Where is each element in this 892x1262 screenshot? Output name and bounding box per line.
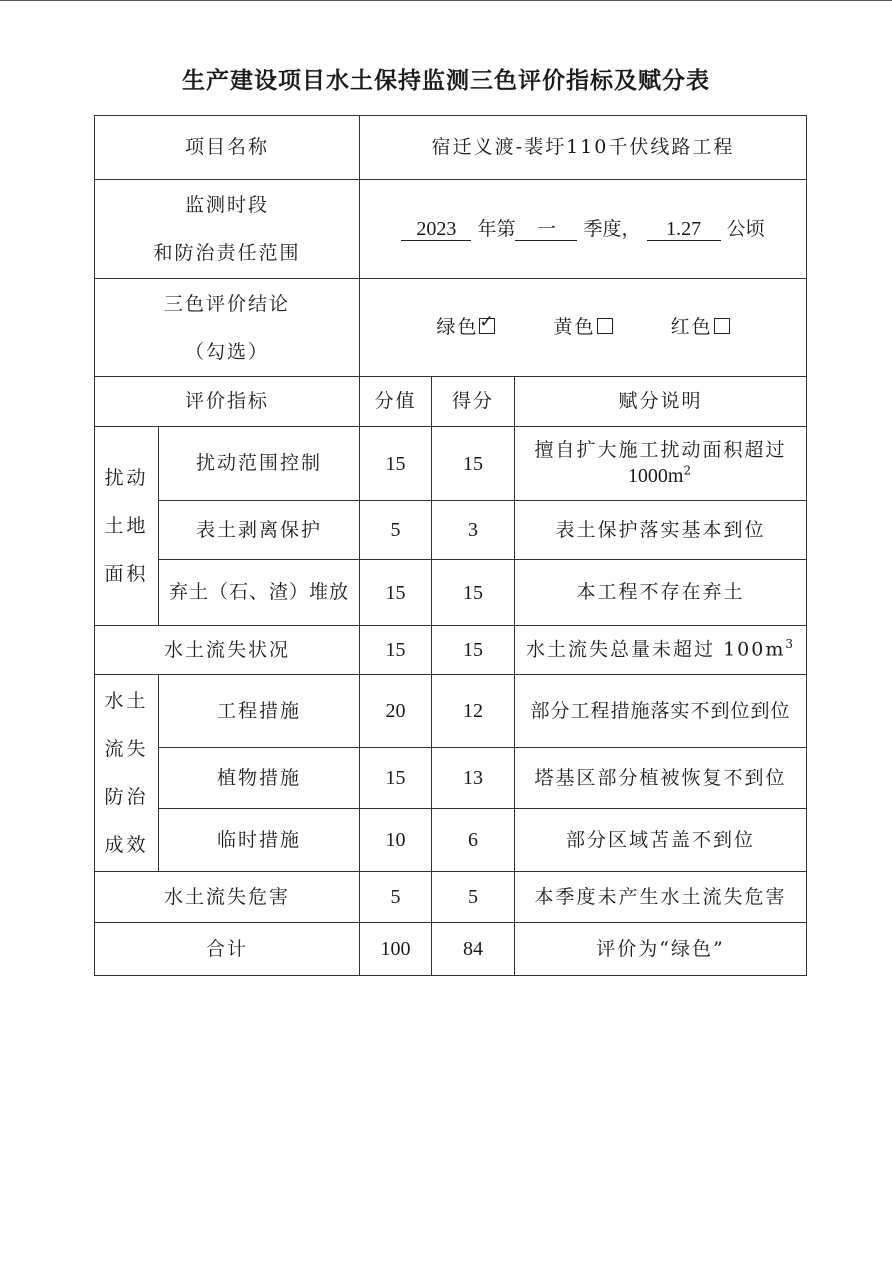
period-label <box>95 180 360 279</box>
description-line1: 擅自扩大施工扰动面积超过 <box>534 439 787 462</box>
col-description: 赋分说明 <box>515 377 807 427</box>
indicator-description: 塔基区部分植被恢复不到位 <box>515 748 807 809</box>
table-row <box>95 748 807 809</box>
indicator-description <box>515 427 807 501</box>
indicator-description: 本工程不存在弃土 <box>515 560 807 626</box>
indicator-value: 10 <box>360 809 432 872</box>
indicator-score: 15 <box>432 560 515 626</box>
project-name-row <box>95 116 807 180</box>
period-year: 2023 <box>401 218 471 241</box>
conclusion-row <box>95 279 807 377</box>
project-label: 项目名称 <box>95 116 360 180</box>
document-title: 生产建设项目水土保持监测三色评价指标及赋分表 <box>182 68 710 94</box>
group-disturbance-line1: 扰动 <box>104 467 149 489</box>
indicator-value: 5 <box>360 872 432 923</box>
option-green <box>436 312 496 340</box>
total-label: 合计 <box>95 923 360 976</box>
table-row <box>95 675 807 748</box>
indicator-description <box>515 626 807 675</box>
period-row <box>95 180 807 279</box>
indicator-description: 部分区域苫盖不到位 <box>515 809 807 872</box>
total-description: 评价为“绿色” <box>515 923 807 976</box>
col-score-got: 得分 <box>432 377 515 427</box>
table-row <box>95 809 807 872</box>
conclusion-label-line2: （勾选） <box>185 340 270 363</box>
conclusion-options <box>360 279 807 377</box>
indicator-score: 5 <box>432 872 515 923</box>
table-row <box>95 501 807 560</box>
group-prevention-line1: 水土 <box>104 690 149 712</box>
indicator-score: 15 <box>432 427 515 501</box>
score-table <box>94 115 807 976</box>
table-row <box>95 626 807 675</box>
option-yellow-label: 黄色 <box>553 316 596 339</box>
description-text: 水土流失总量未超过 100m <box>526 638 786 661</box>
indicator-name: 水土流失状况 <box>95 626 360 675</box>
indicator-description: 表土保护落实基本到位 <box>515 501 807 560</box>
group-prevention-line2: 流失 <box>104 738 149 760</box>
group-prevention-line4: 成效 <box>104 834 149 856</box>
col-score-value: 分值 <box>360 377 432 427</box>
indicator-name: 弃土（石、渣）堆放 <box>159 560 360 626</box>
indicator-name: 工程措施 <box>159 675 360 748</box>
group-disturbance-label <box>95 427 159 626</box>
total-score: 84 <box>432 923 515 976</box>
indicator-score: 3 <box>432 501 515 560</box>
indicator-value: 20 <box>360 675 432 748</box>
checkmark-icon: ✓ <box>479 312 496 333</box>
period-year-suffix: 年第 <box>477 217 516 240</box>
indicator-name: 水土流失危害 <box>95 872 360 923</box>
indicator-name: 临时措施 <box>159 809 360 872</box>
superscript: 2 <box>683 463 694 478</box>
option-green-label: 绿色 <box>436 316 479 339</box>
indicator-score: 12 <box>432 675 515 748</box>
indicator-description: 本季度未产生水土流失危害 <box>515 872 807 923</box>
conclusion-label <box>95 279 360 377</box>
group-prevention-label <box>95 675 159 872</box>
period-value <box>360 180 807 279</box>
indicator-value: 15 <box>360 427 432 501</box>
red-checkbox[interactable] <box>714 318 730 334</box>
total-value: 100 <box>360 923 432 976</box>
period-area: 1.27 <box>647 218 721 241</box>
option-yellow <box>554 315 613 340</box>
col-indicator: 评价指标 <box>95 377 360 427</box>
group-prevention-line3: 防治 <box>104 786 149 808</box>
indicator-score: 13 <box>432 748 515 809</box>
option-red-label: 红色 <box>670 316 713 339</box>
period-label-line2: 和防治责任范围 <box>153 242 301 264</box>
column-header-row <box>95 377 807 427</box>
period-quarter: 一 <box>515 218 577 241</box>
superscript: 3 <box>785 637 795 652</box>
group-disturbance-line2: 土地 <box>104 515 149 537</box>
group-disturbance-line3: 面积 <box>104 563 149 585</box>
period-quarter-suffix: 季度， <box>583 217 641 240</box>
indicator-name: 扰动范围控制 <box>159 427 360 501</box>
option-red <box>671 315 730 340</box>
indicator-score: 6 <box>432 809 515 872</box>
indicator-name: 植物措施 <box>159 748 360 809</box>
indicator-value: 15 <box>360 626 432 675</box>
yellow-checkbox[interactable] <box>597 318 613 334</box>
project-name: 宿迁义渡-裴圩110千伏线路工程 <box>360 116 807 180</box>
page-top-border <box>0 0 892 1</box>
conclusion-label-line1: 三色评价结论 <box>164 292 291 315</box>
green-checkbox[interactable] <box>479 312 496 334</box>
indicator-value: 15 <box>360 560 432 626</box>
table-row <box>95 872 807 923</box>
indicator-value: 5 <box>360 501 432 560</box>
indicator-description: 部分工程措施落实不到位到位 <box>515 675 807 748</box>
description-line2: 1000m <box>627 464 684 487</box>
period-label-line1: 监测时段 <box>185 194 270 216</box>
indicator-value: 15 <box>360 748 432 809</box>
table-row <box>95 427 807 501</box>
total-row <box>95 923 807 976</box>
indicator-name: 表土剥离保护 <box>159 501 360 560</box>
indicator-score: 15 <box>432 626 515 675</box>
table-row <box>95 560 807 626</box>
period-area-unit: 公顷 <box>726 217 765 240</box>
